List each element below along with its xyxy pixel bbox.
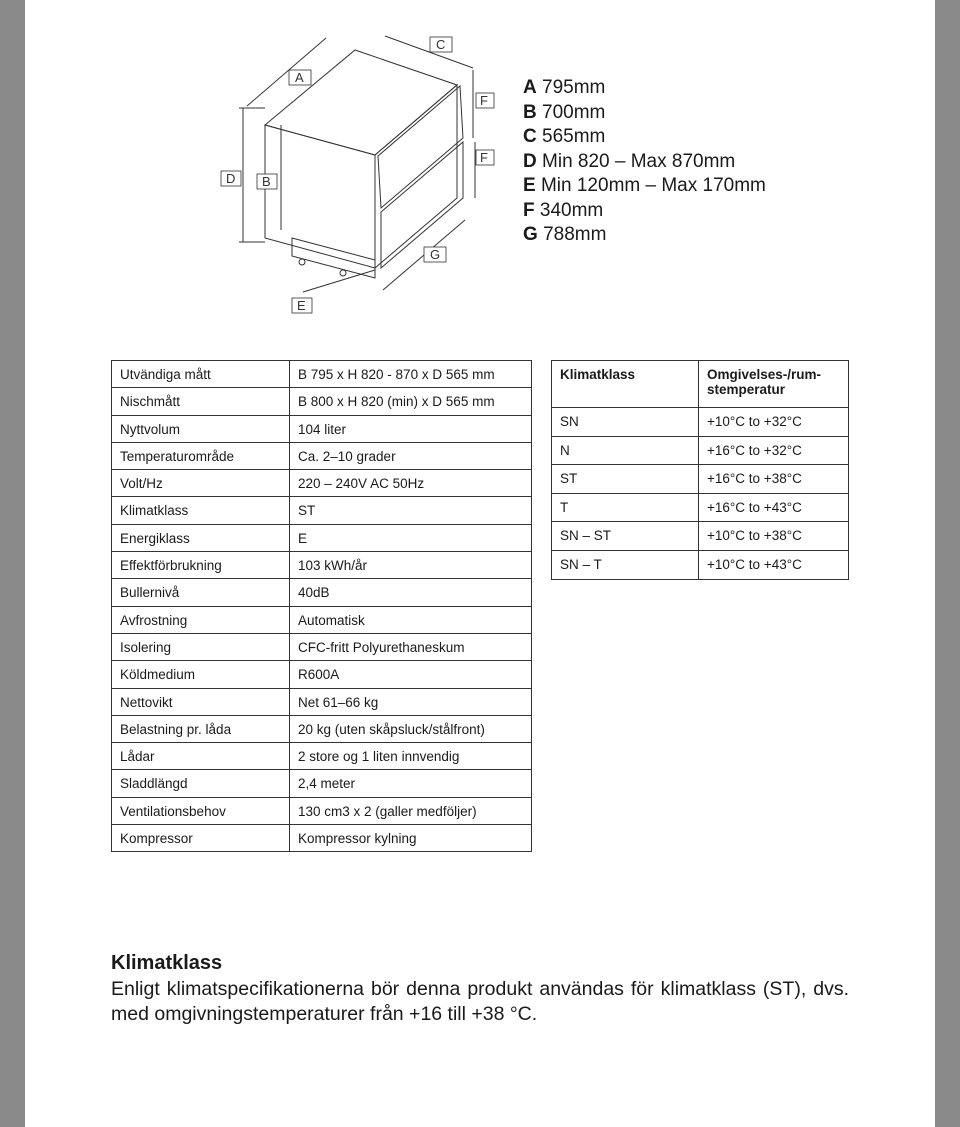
dimension-letter: A: [523, 77, 537, 98]
climate-class: SN – T: [552, 550, 699, 579]
spec-value: 104 liter: [290, 415, 532, 442]
climate-range: +10°C to +32°C: [699, 408, 849, 437]
dimension-letter: E: [523, 175, 536, 196]
spec-row: [112, 388, 532, 415]
label-c: C: [436, 37, 446, 52]
spec-row: [112, 497, 532, 524]
spec-key: Kompressor: [112, 825, 290, 852]
spec-row: [112, 361, 532, 388]
spec-table: [111, 360, 532, 852]
spec-row: [112, 825, 532, 852]
spec-key: Avfrostning: [112, 606, 290, 633]
spec-row: [112, 442, 532, 469]
climate-range: +16°C to +32°C: [699, 436, 849, 465]
dimension-value: 795mm: [542, 77, 606, 98]
spec-value: Kompressor kylning: [290, 825, 532, 852]
drawer-upper: [378, 86, 463, 208]
spec-row: [112, 524, 532, 551]
climate-header-row: [552, 361, 849, 408]
dimension-item: [523, 150, 766, 175]
appliance-dimension-diagram: [195, 30, 515, 330]
spec-row: [112, 606, 532, 633]
dimension-value: 340mm: [539, 199, 604, 221]
spec-key: Nischmått: [112, 388, 290, 415]
climate-class: SN – ST: [552, 522, 699, 551]
spec-key: Sladdlängd: [112, 770, 290, 797]
spec-row: [112, 661, 532, 688]
spec-key: Energiklass: [112, 524, 290, 551]
dimension-letter: D: [523, 150, 537, 172]
climate-header-class: Klimatklass: [552, 361, 699, 408]
header-line: Omgivelses-/rum-: [707, 367, 822, 382]
spec-value: 2,4 meter: [290, 770, 532, 797]
label-g: G: [430, 247, 441, 262]
dimension-item: [523, 76, 766, 101]
dimension-value: Min 820 – Max 870mm: [542, 150, 736, 172]
spec-key: Volt/Hz: [112, 470, 290, 497]
climate-row: [552, 436, 849, 465]
dimension-item: [523, 101, 766, 126]
climate-class: T: [552, 493, 699, 522]
spec-value: B 800 x H 820 (min) x D 565 mm: [290, 388, 532, 415]
spec-key: Isolering: [112, 633, 290, 660]
climate-row: [552, 522, 849, 551]
dimension-list: [523, 76, 766, 248]
label-e: E: [297, 298, 306, 313]
section-body: Enligt klimatspecifikationerna bör denna produkt användas för klimatklass (ST), dvs. med omgivningstemperaturer från +16 till +38 °C.: [111, 978, 849, 1025]
climate-range: +16°C to +38°C: [699, 465, 849, 494]
dimension-value: Min 120mm – Max 170mm: [540, 175, 766, 196]
spec-value: 20 kg (uten skåpsluck/stålfront): [290, 715, 532, 742]
spec-row: [112, 633, 532, 660]
spec-value: CFC-fritt Polyurethaneskum: [290, 633, 532, 660]
spec-value: 103 kWh/år: [290, 552, 532, 579]
spec-value: 2 store og 1 liten innvendig: [290, 743, 532, 770]
label-f-upper: F: [480, 93, 488, 108]
dimension-letter: C: [523, 126, 537, 147]
spec-key: Ventilationsbehov: [112, 797, 290, 824]
climate-row: [552, 465, 849, 494]
drawer-lower: [381, 142, 463, 268]
spec-value: ST: [290, 497, 532, 524]
climate-class: ST: [552, 465, 699, 494]
header-line: stemperatur: [707, 382, 786, 397]
spec-key: Köldmedium: [112, 661, 290, 688]
dimension-value: 700mm: [542, 101, 606, 123]
dimension-value: 565mm: [542, 126, 606, 147]
climate-row: [552, 408, 849, 437]
spec-key: Nettovikt: [112, 688, 290, 715]
climate-class: N: [552, 436, 699, 465]
spec-key: Lådar: [112, 743, 290, 770]
spec-value: 130 cm3 x 2 (galler medföljer): [290, 797, 532, 824]
section-title: Klimatklass: [111, 952, 223, 974]
dimension-letter: F: [523, 199, 535, 221]
spec-row: [112, 552, 532, 579]
climate-range: +10°C to +43°C: [699, 550, 849, 579]
dimension-letter: B: [523, 101, 537, 123]
spec-value: Ca. 2–10 grader: [290, 442, 532, 469]
dimension-item: [523, 223, 766, 248]
spec-row: [112, 743, 532, 770]
climate-range: +10°C to +38°C: [699, 522, 849, 551]
spec-key: Bullernivå: [112, 579, 290, 606]
climate-row: [552, 550, 849, 579]
climate-header-temperature: [699, 361, 849, 408]
spec-row: [112, 715, 532, 742]
label-b: B: [262, 174, 271, 189]
dimension-item: [523, 199, 766, 224]
spec-key: Belastning pr. låda: [112, 715, 290, 742]
spec-key: Effektförbrukning: [112, 552, 290, 579]
climate-class: SN: [552, 408, 699, 437]
spec-key: Nyttvolum: [112, 415, 290, 442]
dimension-item: [523, 125, 766, 150]
spec-row: [112, 415, 532, 442]
spec-row: [112, 470, 532, 497]
label-d: D: [226, 171, 236, 186]
label-a: A: [295, 70, 304, 85]
spec-value: Automatisk: [290, 606, 532, 633]
spec-key: Utvändiga mått: [112, 361, 290, 388]
spec-key: Klimatklass: [112, 497, 290, 524]
label-f-lower: F: [480, 150, 488, 165]
climate-row: [552, 493, 849, 522]
spec-value: 40dB: [290, 579, 532, 606]
spec-value: Net 61–66 kg: [290, 688, 532, 715]
spec-key: Temperaturområde: [112, 442, 290, 469]
dimension-letter: G: [523, 224, 538, 245]
spec-row: [112, 688, 532, 715]
spec-value: 220 – 240V AC 50Hz: [290, 470, 532, 497]
dimension-value: 788mm: [543, 224, 607, 245]
page: [25, 0, 935, 1127]
spec-row: [112, 770, 532, 797]
climate-class-table: [551, 360, 849, 580]
cabinet-front: [375, 85, 457, 268]
spec-value: R600A: [290, 661, 532, 688]
spec-row: [112, 579, 532, 606]
spec-value: B 795 x H 820 - 870 x D 565 mm: [290, 361, 532, 388]
spec-row: [112, 797, 532, 824]
dimension-item: [523, 174, 766, 199]
climate-range: +16°C to +43°C: [699, 493, 849, 522]
spec-value: E: [290, 524, 532, 551]
